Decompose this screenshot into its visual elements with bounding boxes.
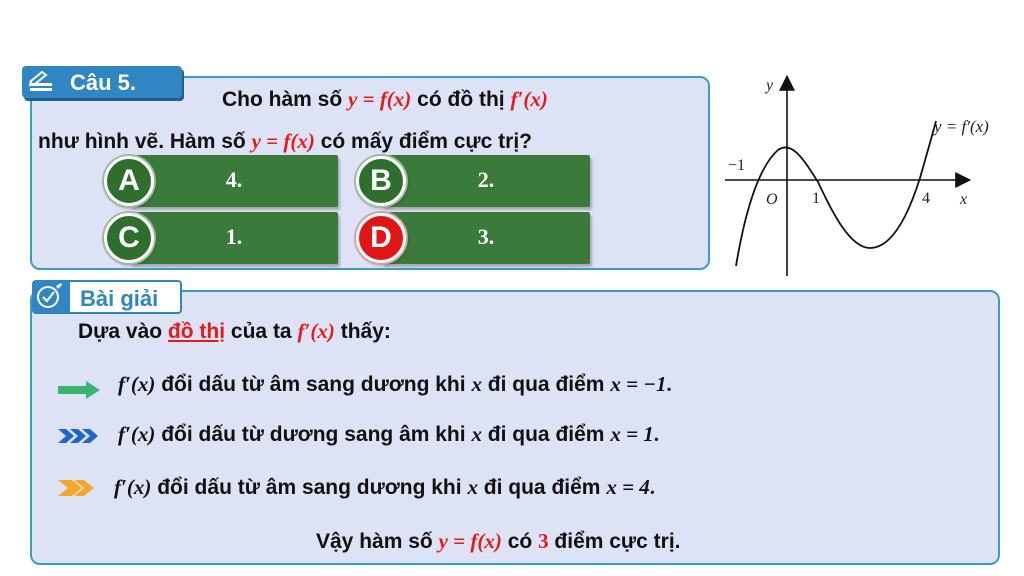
x-axis-label: x xyxy=(960,191,968,208)
solution-text: đổi dấu từ âm sang dương khi xyxy=(161,373,466,396)
answer-value: 2. xyxy=(477,167,495,192)
solution-text: Vậy hàm số xyxy=(316,530,433,553)
solution-text: đổi dấu từ âm sang dương khi xyxy=(157,476,462,499)
solution-text: đi qua điểm xyxy=(483,476,601,499)
answer-letter-d[interactable]: D xyxy=(356,213,406,263)
period: . xyxy=(649,475,656,499)
answer-option-a[interactable] xyxy=(130,155,338,207)
critical-point: x = 4 xyxy=(606,475,650,499)
solution-item-2 xyxy=(118,422,659,447)
critical-point: x = −1 xyxy=(610,372,667,396)
answer-value: 3. xyxy=(477,224,495,249)
question-text: Cho hàm số xyxy=(222,88,343,111)
solution-text: đi qua điểm xyxy=(487,373,605,396)
answer-letter-c[interactable]: C xyxy=(104,213,154,263)
check-pen-icon xyxy=(32,280,68,314)
solution-item-1 xyxy=(118,372,672,397)
y-axis-label: y xyxy=(766,77,774,94)
solution-intro xyxy=(78,319,391,344)
period: . xyxy=(666,372,672,396)
function-expr: y = f(x) xyxy=(438,529,502,553)
orange-chevron-arrow-icon xyxy=(58,478,102,498)
derivative-graph xyxy=(720,66,1020,282)
derivative-expr: f′(x) xyxy=(118,422,156,446)
variable: x xyxy=(467,475,478,499)
tick-label-1: 1 xyxy=(812,190,820,207)
question-text: có đồ thị xyxy=(417,88,505,111)
solution-tab xyxy=(32,280,182,314)
function-expr: y = f(x) xyxy=(251,129,315,153)
critical-point: x = 1 xyxy=(610,422,654,446)
question-tab xyxy=(22,66,182,98)
derivative-expr: f′(x) xyxy=(118,372,156,396)
solution-text: đi qua điểm xyxy=(487,423,605,446)
variable: x xyxy=(471,422,482,446)
period: . xyxy=(653,422,660,446)
tick-label-neg1: −1 xyxy=(728,157,746,174)
extremum-count: 3 xyxy=(538,529,549,553)
answer-option-b[interactable] xyxy=(382,155,590,207)
origin-label: O xyxy=(766,191,778,208)
pencil-note-icon xyxy=(28,71,54,99)
solution-conclusion xyxy=(316,529,681,554)
question-line-2 xyxy=(38,129,532,154)
question-line-1 xyxy=(222,87,548,112)
solution-text: Dựa vào xyxy=(78,320,163,343)
tick-label-4: 4 xyxy=(922,190,930,207)
solution-tab-label-box xyxy=(68,280,182,314)
derivative-expr: f′(x) xyxy=(297,319,335,343)
solution-text: đổi dấu từ dương sang âm khi xyxy=(161,423,466,446)
solution-text: điểm cực trị. xyxy=(554,530,681,553)
solution-title: Bài giải xyxy=(80,286,159,311)
solution-text: thấy: xyxy=(340,320,391,343)
solution-highlight: đồ thị xyxy=(167,320,226,343)
blue-chevron-arrow-icon xyxy=(58,426,102,446)
solution-item-3 xyxy=(114,475,655,500)
derivative-expr: f′(x) xyxy=(510,87,548,111)
green-arrow-icon xyxy=(58,380,102,400)
variable: x xyxy=(471,372,482,396)
answer-letter-b[interactable]: B xyxy=(356,156,406,206)
solution-text: có xyxy=(507,530,533,553)
answer-value: 1. xyxy=(225,224,243,249)
derivative-expr: f′(x) xyxy=(114,475,152,499)
curve-label: y = f′(x) xyxy=(934,117,989,136)
answer-option-d[interactable] xyxy=(382,212,590,264)
answer-value: 4. xyxy=(225,167,243,192)
question-number: Câu 5. xyxy=(70,70,137,95)
question-text: như hình vẽ. Hàm số xyxy=(38,130,246,153)
function-expr: y = f(x) xyxy=(348,87,412,111)
answer-letter-a[interactable]: A xyxy=(104,156,154,206)
answer-option-c[interactable] xyxy=(130,212,338,264)
question-text: có mấy điểm cực trị? xyxy=(320,130,532,153)
solution-text: của ta xyxy=(230,320,292,343)
